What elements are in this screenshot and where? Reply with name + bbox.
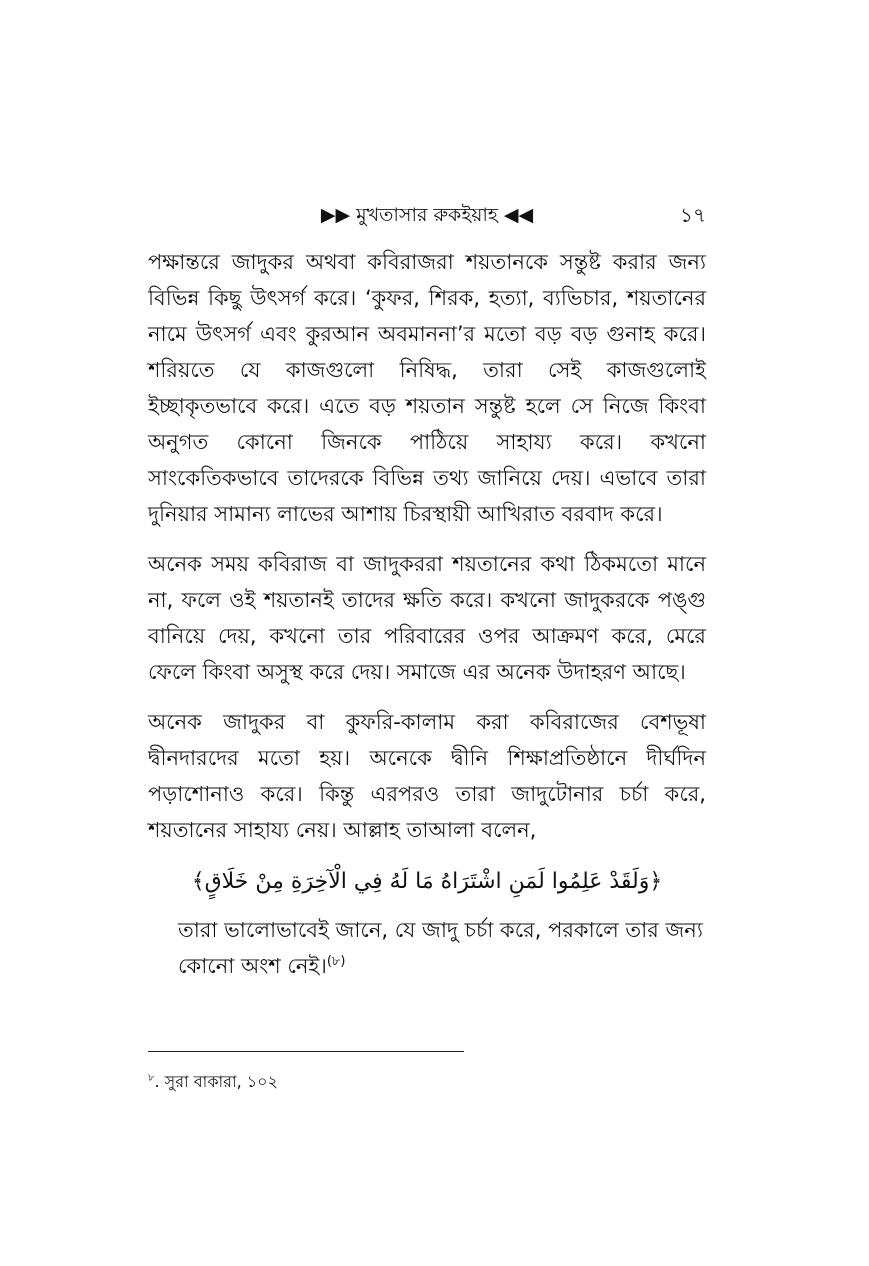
paragraph-3: অনেক জাদুকর বা কুফরি-কালাম করা কবিরাজের বেশভূষা দ্বীনদারদের মতো হয়। অনেকে দ্বীনি শিক্ষাপ্রতিষ্ঠানে দীর্ঘদিন পড়াশোনাও করে। কিন্তু এরপরও তারা জাদুটোনার চর্চা করে, শয়তানের সাহায্য নেয়। আল্লাহ তাআলা বলেন, <box>148 710 706 842</box>
footnote-number: ৮ <box>148 1072 155 1084</box>
header-title: ▶▶ মুখতাসার রুকইয়াহ ◀◀ <box>320 204 534 226</box>
running-header <box>148 200 706 230</box>
quran-verse: ﴿وَلَقَدْ عَلِمُوا لَمَنِ اشْتَرَاهُ مَا لَهُ فِي الْآخِرَةِ مِنْ خَلَاقٍ﴾ <box>191 869 663 894</box>
translation-text: তারা ভালোভাবেই জানে, যে জাদু চর্চা করে, পরকালে তার জন্য কোনো অংশ নেই। <box>178 918 703 978</box>
footnote <box>148 1068 706 1096</box>
paragraph-1: পক্ষান্তরে জাদুকর অথবা কবিরাজরা শয়তানকে সন্তুষ্ট করার জন্য বিভিন্ন কিছু উৎসর্গ করে। ‘কুফর, শিরক, হত্যা, ব্যভিচার, শয়তানের নামে উৎসর্গ এবং কুরআন অবমাননা’র মতো বড় বড় গুনাহ করে। শরিয়তে যে কাজগুলো নিষিদ্ধ, তারা সেই কাজগুলোই ইচ্ছাকৃতভাবে করে। এতে বড় শয়তান সন্তুষ্ট হলে সে নিজে কিংবা অনুগত কোনো জিনকে পাঠিয়ে সাহায্য করে। কখনো সাংকেতিকভাবে তাদেরকে বিভিন্ন তথ্য জানিয়ে দেয়। এভাবে তারা দুনিয়ার সামান্য লাভের আশায় চিরস্থায়ী আখিরাত বরবাদ করে। <box>148 250 706 526</box>
paragraph-2: অনেক সময় কবিরাজ বা জাদুকররা শয়তানের কথা ঠিকমতো মানে না, ফলে ওই শয়তানই তাদের ক্ষতি করে। কখনো জাদুকরকে পঙ্গু বানিয়ে দেয়, কখনো তার পরিবারের ওপর আক্রমণ করে, মেরে ফেলে কিংবা অসুস্থ করে দেয়। সমাজে এর অনেক উদাহরণ আছে। <box>148 552 706 684</box>
body-text <box>148 244 706 984</box>
footnote-divider <box>148 1051 464 1052</box>
verse-translation <box>178 912 708 984</box>
footnote-text: . সুরা বাকারা, ১০২ <box>154 1072 278 1091</box>
page-number: ১৭ <box>680 203 706 227</box>
footnote-reference: (৮) <box>326 954 346 969</box>
